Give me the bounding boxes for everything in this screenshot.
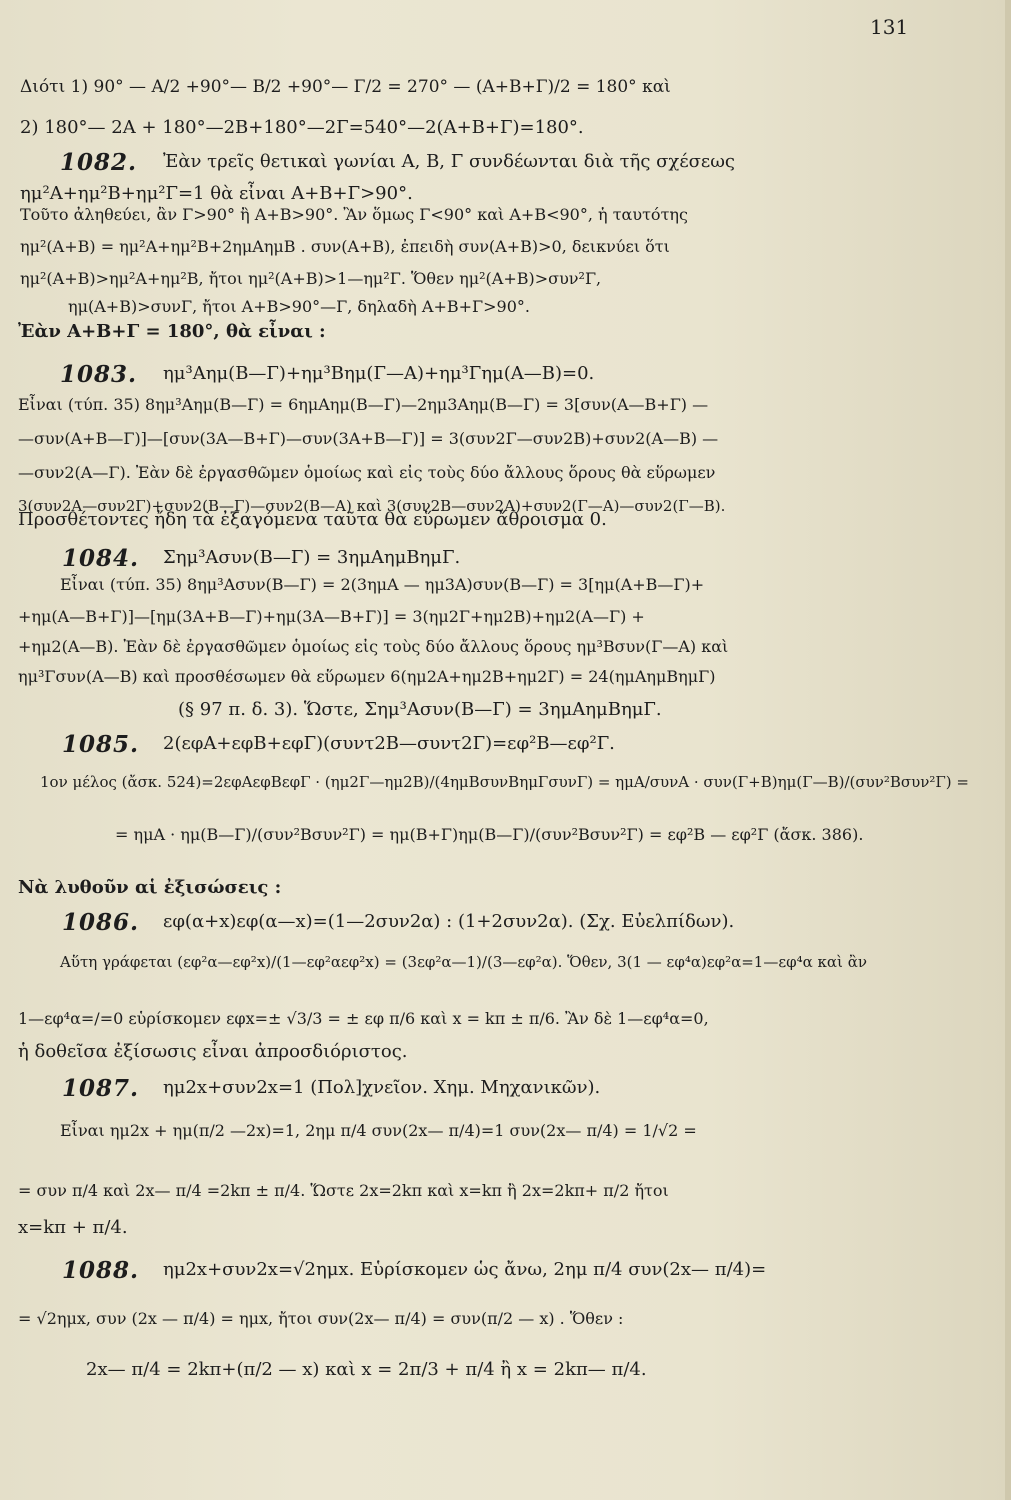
exercise-number: 1083.: [60, 361, 138, 388]
text-line: Εἶναι (τύπ. 35) 8ημ³Ασυν(Β—Γ) = 2(3ημΑ — ημ3Α)συν(Β—Γ) = 3[ημ(Α+Β—Γ)+: [60, 575, 705, 594]
page-number: 131: [870, 15, 909, 39]
exercise-number: 1082.: [60, 149, 138, 176]
exercise-number: 1084.: [62, 545, 140, 572]
text-line: ἡ δοθεῖσα ἐξίσωσις εἶναι ἀπροσδιόριστος.: [18, 1041, 408, 1062]
text-line: Διότι 1) 90° — Α/2 +90°— Β/2 +90°— Γ/2 = 270° — (Α+Β+Γ)/2 = 180° καὶ: [20, 77, 671, 97]
text-line: +ημ(Α—Β+Γ)]—[ημ(3Α+Β—Γ)+ημ(3Α—Β+Γ)] = 3(ημ2Γ+ημ2Β)+ημ2(Α—Γ) +: [18, 607, 645, 626]
text-line: Εἶναι (τύπ. 35) 8ημ³Αημ(Β—Γ) = 6ημΑημ(Β—Γ)—2ημ3Αημ(Β—Γ) = 3[συν(Α—Β+Γ) —: [18, 395, 709, 414]
text-line: Σημ³Ασυν(Β—Γ) = 3ημΑημΒημΓ.: [163, 547, 461, 568]
text-line: 3(συν2Α—συν2Γ)+συν2(Β—Γ)—συν2(Β—Α) καὶ 3(συν2Β—συν2Α)+συν2(Γ—Α)—συν2(Γ—Β).: [18, 497, 726, 515]
text-line: Εἶναι ημ2x + ημ(π/2 —2x)=1, 2ημ π/4 συν(2x— π/4)=1 συν(2x— π/4) = 1/√2 =: [60, 1121, 697, 1140]
text-line: ημ²Α+ημ²Β+ημ²Γ=1 θὰ εἶναι Α+Β+Γ>90°.: [20, 183, 413, 204]
text-line: ημ³Γσυν(Α—Β) καὶ προσθέσωμεν θὰ εὕρωμεν 6(ημ2Α+ημ2Β+ημ2Γ) = 24(ημΑημΒημΓ): [18, 667, 716, 686]
text-line: 1ον μέλος (ἄσκ. 524)=2εφΑεφΒεφΓ · (ημ2Γ—ημ2Β)/(4ημΒσυνΒημΓσυνΓ) = ημΑ/συνΑ · συν(Γ+Β)ημ(Γ—Β)/(συν²Βσυν²Γ) =: [40, 773, 969, 791]
section-heading: Ἐὰν Α+Β+Γ = 180°, θὰ εἶναι :: [18, 321, 326, 342]
text-line: (§ 97 π. δ. 3). Ὥστε, Σημ³Ασυν(Β—Γ) = 3ημΑημΒημΓ.: [178, 699, 662, 720]
page-edge: [1005, 0, 1011, 1500]
text-line: —συν(Α+Β—Γ)]—[συν(3Α—Β+Γ)—συν(3Α+Β—Γ)] = 3(συν2Γ—συν2Β)+συν2(Α—Β) —: [18, 429, 719, 448]
exercise-number: 1087.: [62, 1075, 140, 1102]
text-line: 2) 180°— 2Α + 180°—2Β+180°—2Γ=540°—2(Α+Β+Γ)=180°.: [20, 117, 584, 138]
text-line: ημ2x+συν2x=√2ημx. Εὑρίσκομεν ὡς ἄνω, 2ημ π/4 συν(2x— π/4)=: [163, 1259, 767, 1280]
text-line: +ημ2(Α—Β). Ἐὰν δὲ ἐργασθῶμεν ὁμοίως εἰς τοὺς δύο ἄλλους ὅρους ημ³Βσυν(Γ—Α) καὶ: [18, 637, 729, 656]
text-line: Αὕτη γράφεται (εφ²α—εφ²x)/(1—εφ²αεφ²x) = (3εφ²α—1)/(3—εφ²α). Ὅθεν, 3(1 — εφ⁴α)εφ²α=1—εφ⁴α καὶ ἂν: [60, 953, 867, 971]
text-line: εφ(α+x)εφ(α—x)=(1—2συν2α) : (1+2συν2α). (Σχ. Εὐελπίδων).: [163, 911, 735, 932]
exercise-number: 1085.: [62, 731, 140, 758]
exercise-number: 1086.: [62, 909, 140, 936]
text-line: 2x— π/4 = 2kπ+(π/2 — x) καὶ x = 2π/3 + π/4 ἢ x = 2kπ— π/4.: [86, 1359, 647, 1380]
text-line: Τοῦτο ἀληθεύει, ἂν Γ>90° ἢ Α+Β>90°. Ἂν ὅμως Γ<90° καὶ Α+Β<90°, ἡ ταυτότης: [20, 205, 688, 224]
text-line: ημ²(Α+Β)>ημ²Α+ημ²Β, ἤτοι ημ²(Α+Β)>1—ημ²Γ. Ὅθεν ημ²(Α+Β)>συν²Γ,: [20, 269, 602, 288]
text-line: ημ³Αημ(Β—Γ)+ημ³Βημ(Γ—Α)+ημ³Γημ(Α—Β)=0.: [163, 363, 595, 384]
exercise-number: 1088.: [62, 1257, 140, 1284]
text-line: 1—εφ⁴α=/=0 εὑρίσκομεν εφx=± √3/3 = ± εφ π/6 καὶ x = kπ ± π/6. Ἂν δὲ 1—εφ⁴α=0,: [18, 1009, 709, 1028]
text-line: Ἐὰν τρεῖς θετικαὶ γωνίαι Α, Β, Γ συνδέωνται διὰ τῆς σχέσεως: [163, 151, 736, 172]
text-line: —συν2(Α—Γ). Ἐὰν δὲ ἐργασθῶμεν ὁμοίως καὶ εἰς τοὺς δύο ἄλλους ὅρους θὰ εὕρωμεν: [18, 463, 716, 482]
text-line: Προσθέτοντες ἤδη τὰ ἐξαγόμενα ταῦτα θὰ εὕρωμεν ἄθροισμα 0.: [18, 509, 607, 530]
text-line: x=kπ + π/4.: [18, 1217, 128, 1238]
text-line: = ημΑ · ημ(Β—Γ)/(συν²Βσυν²Γ) = ημ(Β+Γ)ημ(Β—Γ)/(συν²Βσυν²Γ) = εφ²Β — εφ²Γ (ἄσκ. 386).: [115, 825, 864, 844]
text-line: 2(εφΑ+εφΒ+εφΓ)(συντ2Β—συντ2Γ)=εφ²Β—εφ²Γ.: [163, 733, 615, 754]
text-line: ημ²(Α+Β) = ημ²Α+ημ²Β+2ημΑημΒ . συν(Α+Β), ἐπειδὴ συν(Α+Β)>0, δεικνύει ὅτι: [20, 237, 670, 256]
text-line: ημ2x+συν2x=1 (Πολ]χνεῖον. Χημ. Μηχανικῶν).: [163, 1077, 601, 1098]
text-line: = √2ημx, συν (2x — π/4) = ημx, ἤτοι συν(2x— π/4) = συν(π/2 — x) . Ὅθεν :: [18, 1309, 624, 1328]
text-line: ημ(Α+Β)>συνΓ, ἤτοι Α+Β>90°—Γ, δηλαδὴ Α+Β+Γ>90°.: [68, 297, 530, 316]
text-line: = συν π/4 καὶ 2x— π/4 =2kπ ± π/4. Ὥστε 2x=2kπ καὶ x=kπ ἢ 2x=2kπ+ π/2 ἤτοι: [18, 1181, 669, 1200]
section-heading: Νὰ λυθοῦν αἱ ἐξισώσεις :: [18, 877, 282, 898]
